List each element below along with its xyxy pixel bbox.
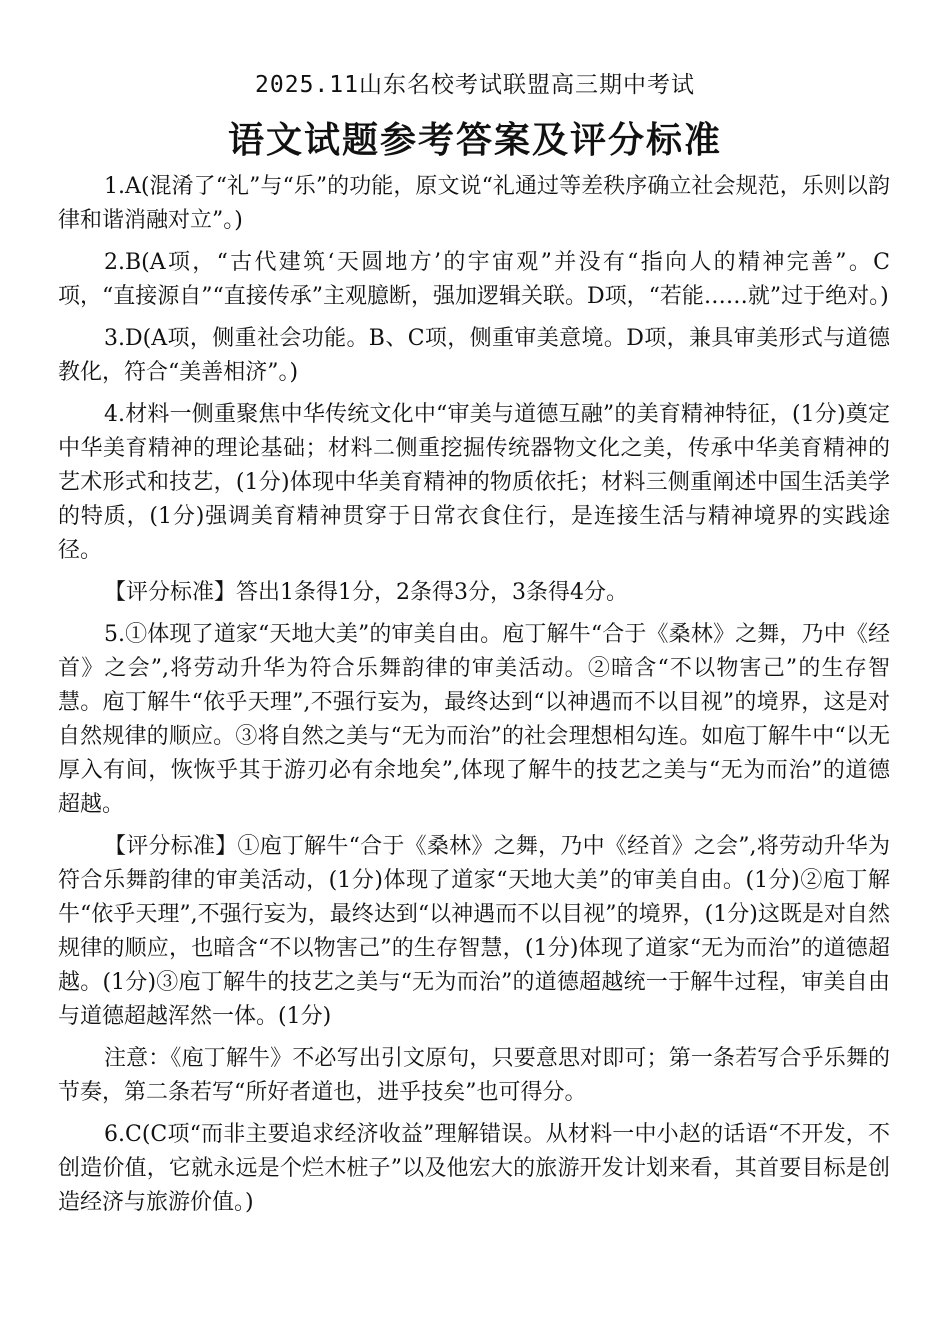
- answer-item-2: 2.B(A项，“古代建筑‘天圆地方’的宇宙观”并没有“指向人的精神完善”。C项，“直接源自”“直接传承”主观臆断，强加逻辑关联。D项，“若能……就”过于绝对。): [58, 250, 890, 309]
- scoring-standard-4: 【评分标准】答出1条得1分，2条得3分，3条得4分。: [104, 580, 628, 605]
- answer-item-1: 1.A(混淆了“礼”与“乐”的功能，原文说“礼通过等差秩序确立社会规范，乐则以韵律和谐消融对立”。): [58, 174, 890, 233]
- note-5: 注意：《庖丁解牛》不必写出引文原句，只要意思对即可；第一条若写合乎乐舞的节奏，第二条若写“所好者道也，进乎技矣”也可得分。: [58, 1046, 890, 1105]
- exam-name-line: 2025.11山东名校考试联盟高三期中考试: [255, 72, 695, 98]
- page-title: 语文试题参考答案及评分标准: [227, 120, 722, 161]
- answer-item-3: 3.D(A项，侧重社会功能。B、C项，侧重审美意境。D项，兼具审美形式与道德教化，符合“美善相济”。): [58, 326, 890, 385]
- answer-item-5: 5.①体现了道家“天地大美”的审美自由。庖丁解牛“合于《桑林》之舞，乃中《经首》之会”,将劳动升华为符合乐舞韵律的审美活动。②暗含“不以物害己”的生存智慧。庖丁解牛“依乎天理”,不强行妄为，最终达到“以神遇而不以目视”的境界，这是对自然规律的顺应。③将自然之美与“无为而治”的社会理想相勾连。如庖丁解牛中“以无厚入有间，恢恢乎其于游刃必有余地矣”,体现了解牛的技艺之美与“无为而治”的道德超越。: [58, 622, 890, 817]
- answer-item-4: 4.材料一侧重聚焦中华传统文化中“审美与道德互融”的美育精神特征，(1分)奠定中华美育精神的理论基础；材料二侧重挖掘传统器物文化之美，传承中华美育精神的艺术形式和技艺，(1分)体现中华美育精神的物质依托；材料三侧重阐述中国生活美学的特质，(1分)强调美育精神贯穿于日常衣食住行，是连接生活与精神境界的实践途径。: [58, 402, 890, 563]
- scoring-standard-5: 【评分标准】①庖丁解牛“合于《桑林》之舞，乃中《经首》之会”,将劳动升华为符合乐舞韵律的审美活动，(1分)体现了道家“天地大美”的审美自由。(1分)②庖丁解牛“依乎天理”,不强行妄为，最终达到“以神遇而不以目视”的境界，(1分)这既是对自然规律的顺应，也暗含“不以物害己”的生存智慧，(1分)体现了道家“无为而治”的道德超越。(1分)③庖丁解牛的技艺之美与“无为而治”的道德超越统一于解牛过程，审美自由与道德超越浑然一体。(1分): [58, 834, 890, 1029]
- answer-item-6: 6.C(C项“而非主要追求经济收益”理解错误。从材料一中小赵的话语“不开发，不创造价值，它就永远是个烂木桩子”以及他宏大的旅游开发计划来看，其首要目标是创造经济与旅游价值。): [58, 1122, 890, 1215]
- answer-list: [58, 170, 890, 1228]
